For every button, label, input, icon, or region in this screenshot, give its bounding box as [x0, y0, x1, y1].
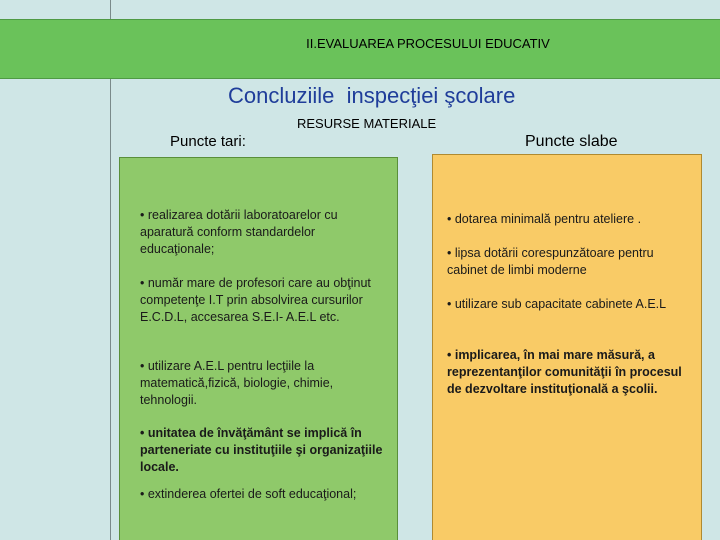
weakness-item-3: • utilizare sub capacitate cabinete A.E.L [447, 297, 667, 311]
weakness-item-4: • implicarea, în mai mare măsură, a reprezentanţilor comunităţii în procesul de dezvoltare instituţională a şcolii. [447, 348, 682, 396]
strength-item-2: • număr mare de profesori care au obţinut competenţe I.T prin absolvirea cursurilor E.C.D.L, accesarea S.E.I- A.E.L etc. [140, 276, 371, 324]
strength-item-1: • realizarea dotării laboratoarelor cu aparatură conform standardelor educaţionale; [140, 208, 338, 256]
weakness-item-2: • lipsa dotării corespunzătoare pentru cabinet de limbi moderne [447, 246, 654, 277]
section-title: II.EVALUAREA PROCESULUI EDUCATIV [306, 36, 550, 51]
weaknesses-box [432, 154, 702, 540]
weaknesses-heading: Puncte slabe [525, 133, 618, 150]
vertical-guide-line [110, 0, 111, 540]
section-banner [0, 19, 720, 79]
strengths-heading: Puncte tari: [170, 133, 246, 150]
page-subtitle: RESURSE MATERIALE [297, 116, 437, 131]
strengths-box [119, 157, 398, 540]
strength-item-4: • unitatea de învăţământ se implică în parteneriate cu instituţiile şi organizaţiile locale. [140, 426, 383, 474]
strength-item-5: • extinderea ofertei de soft educaţional; [140, 487, 357, 501]
page-title: Concluziile inspecţiei şcolare [228, 83, 516, 108]
strength-item-3: • utilizare A.E.L pentru lecţiile la matematică,fizică, biologie, chimie, tehnologii. [140, 359, 334, 407]
weakness-item-1: • dotarea minimală pentru ateliere . [447, 212, 642, 226]
